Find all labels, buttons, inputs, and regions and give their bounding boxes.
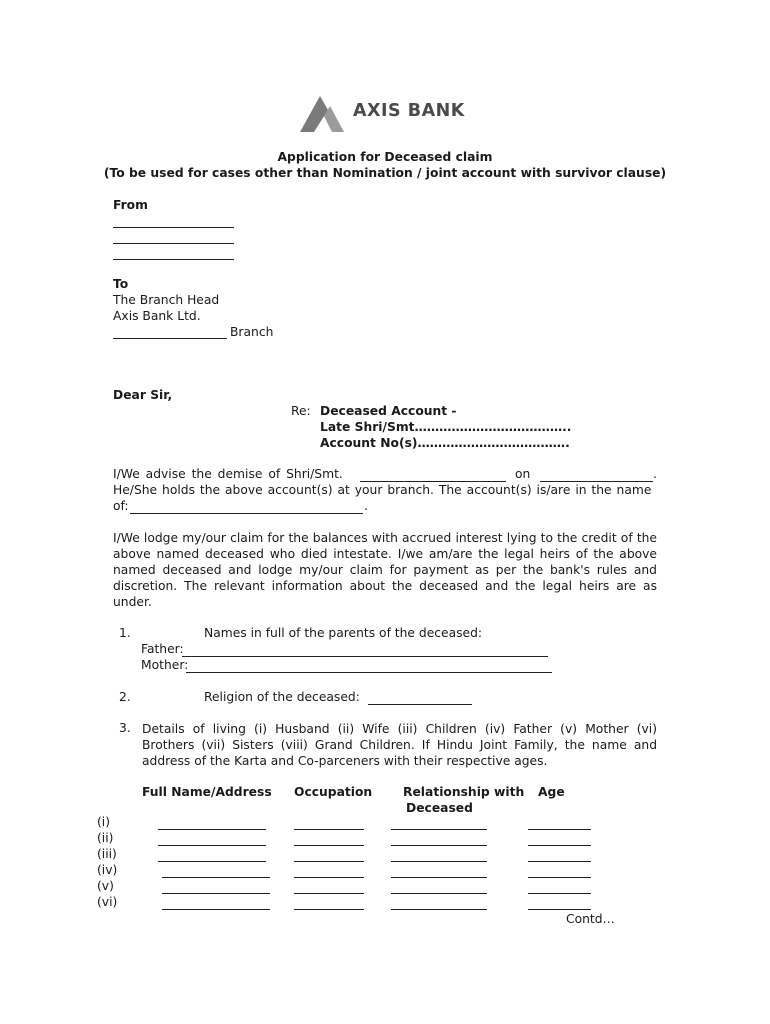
deceased-name-field[interactable]	[360, 481, 506, 482]
header-full-name: Full Name/Address	[142, 785, 272, 799]
from-line-2[interactable]	[113, 243, 234, 244]
row-label: (iv)	[97, 863, 118, 877]
row-label: (iii)	[97, 847, 117, 861]
item1-text: Names in full of the parents of the deceased:	[204, 626, 483, 640]
item2-text: Religion of the deceased:	[204, 690, 360, 704]
logo-text: AXIS BANK	[353, 101, 465, 121]
row4-age-field[interactable]	[528, 877, 591, 878]
row-label: (v)	[97, 879, 114, 893]
mother-field[interactable]	[186, 672, 552, 673]
axis-logo-icon	[298, 94, 348, 134]
father-label: Father:	[141, 642, 184, 656]
to-label: To	[113, 277, 129, 291]
header-relationship: Relationship with	[403, 785, 525, 799]
from-label: From	[113, 198, 148, 212]
row4-name-field[interactable]	[162, 877, 270, 878]
para1-part1: I/We advise the demise of Shri/Smt.	[113, 467, 343, 481]
page-subtitle: (To be used for cases other than Nomination / joint account with survivor clause)	[103, 166, 667, 180]
row1-relationship-field[interactable]	[391, 829, 487, 830]
to-line-2: Axis Bank Ltd.	[113, 309, 201, 323]
row3-name-field[interactable]	[158, 861, 266, 862]
continued-note: Contd…	[566, 912, 615, 926]
page-title: Application for Deceased claim	[277, 150, 493, 164]
row6-age-field[interactable]	[528, 909, 591, 910]
row5-name-field[interactable]	[162, 893, 270, 894]
row2-age-field[interactable]	[528, 845, 591, 846]
item1-num: 1.	[119, 626, 131, 640]
father-field[interactable]	[182, 656, 548, 657]
row1-occupation-field[interactable]	[294, 829, 364, 830]
account-name-field[interactable]	[130, 513, 363, 514]
header-age: Age	[538, 785, 565, 799]
row2-occupation-field[interactable]	[294, 845, 364, 846]
item2-num: 2.	[119, 690, 131, 704]
re-line-3: Account No(s)……………………………….	[320, 436, 570, 450]
row-label: (ii)	[97, 831, 114, 845]
row3-age-field[interactable]	[528, 861, 591, 862]
religion-field[interactable]	[368, 704, 472, 705]
row2-relationship-field[interactable]	[391, 845, 487, 846]
re-label: Re:	[291, 404, 311, 418]
branch-field[interactable]	[113, 338, 227, 339]
bank-logo	[298, 94, 478, 134]
row5-age-field[interactable]	[528, 893, 591, 894]
para1-line3-suffix: .	[364, 499, 368, 513]
para2: I/We lodge my/our claim for the balances with accrued interest lying to the credit of the above named deceased who died intestate. I/we am/are the legal heirs of the above named deceased and lodge my/our claim for payment as per the bank's rules and discretion. The relevant information about the deceased and the legal heirs are as under.	[113, 531, 657, 609]
item3-text: Details of living (i) Husband (ii) Wife (iii) Children (iv) Father (v) Mother (vi) Brothers (vii) Sisters (viii) Grand Children. If Hindu Joint Family, the name and address of the Karta and Co-parceners with their respective ages.	[142, 722, 657, 768]
to-line-1: The Branch Head	[113, 293, 220, 307]
row3-relationship-field[interactable]	[391, 861, 487, 862]
row1-age-field[interactable]	[528, 829, 591, 830]
re-line-1: Deceased Account -	[320, 404, 457, 418]
row5-occupation-field[interactable]	[294, 893, 364, 894]
para1-line2: He/She holds the above account(s) at your branch. The account(s) is/are in the name	[113, 483, 652, 497]
header-deceased: Deceased	[406, 801, 473, 815]
re-line-2: Late Shri/Smt………………………………..	[320, 420, 572, 434]
from-line-1[interactable]	[113, 227, 234, 228]
row4-occupation-field[interactable]	[294, 877, 364, 878]
from-line-3[interactable]	[113, 259, 234, 260]
row2-name-field[interactable]	[158, 845, 266, 846]
row-label: (i)	[97, 815, 111, 829]
row3-occupation-field[interactable]	[294, 861, 364, 862]
para1-line3-prefix: of:	[113, 499, 129, 513]
header-occupation: Occupation	[294, 785, 373, 799]
item3-num: 3.	[119, 721, 131, 735]
branch-label: Branch	[230, 325, 274, 339]
row-label: (vi)	[97, 895, 118, 909]
row6-name-field[interactable]	[162, 909, 270, 910]
para1-on: on	[515, 467, 531, 481]
row4-relationship-field[interactable]	[391, 877, 487, 878]
row1-name-field[interactable]	[158, 829, 266, 830]
date-field[interactable]	[540, 481, 653, 482]
mother-label: Mother:	[141, 658, 189, 672]
row6-relationship-field[interactable]	[391, 909, 487, 910]
salutation: Dear Sir,	[113, 388, 173, 402]
row6-occupation-field[interactable]	[294, 909, 364, 910]
row5-relationship-field[interactable]	[391, 893, 487, 894]
